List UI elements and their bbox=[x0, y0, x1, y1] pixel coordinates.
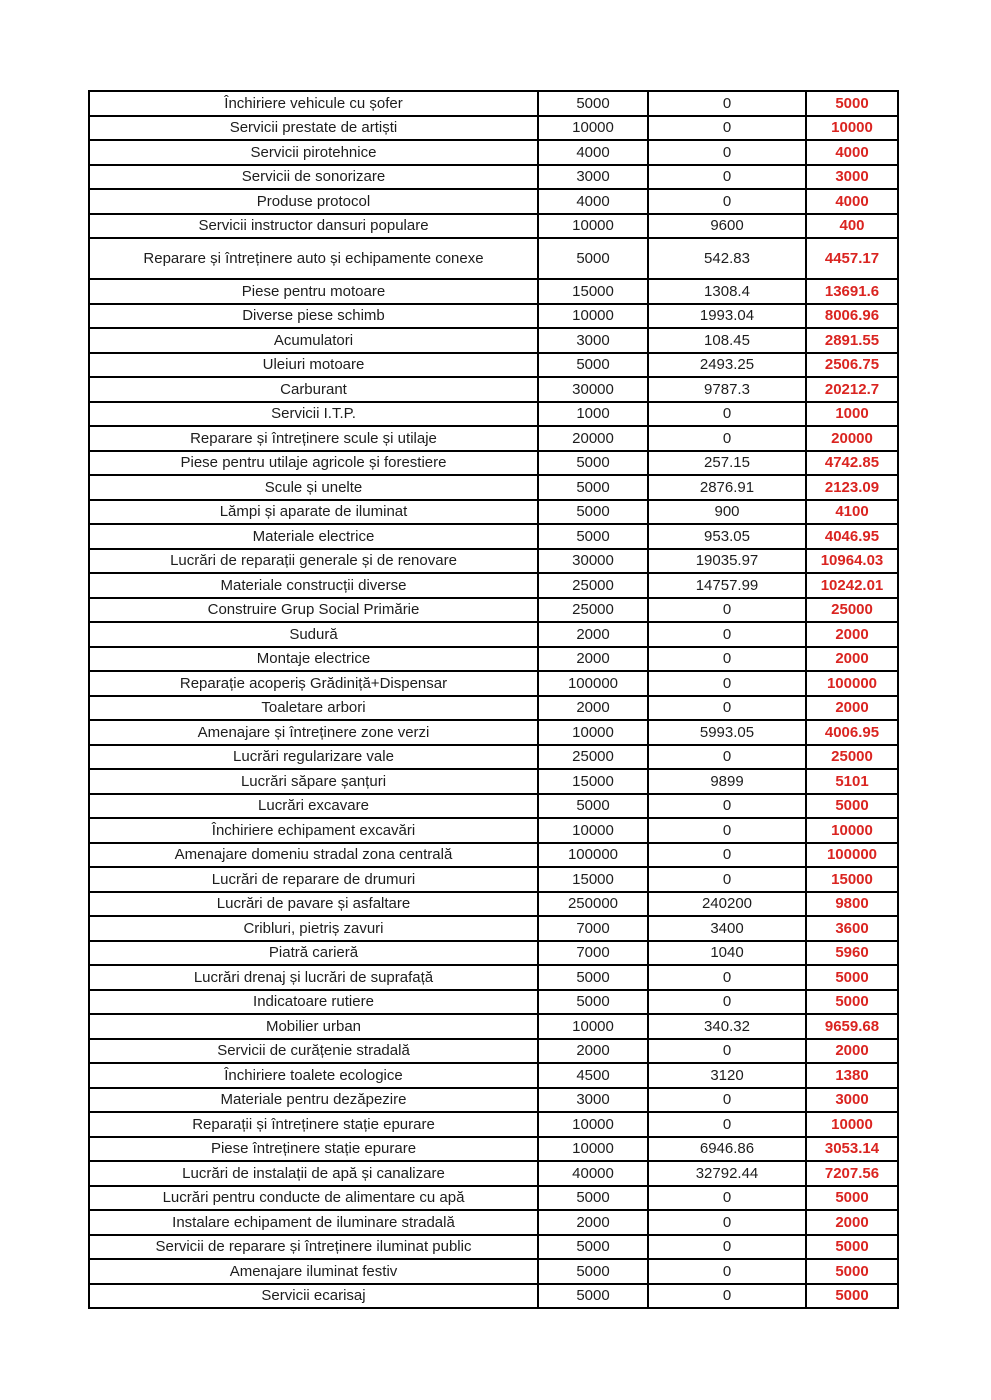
remaining-cell: 5000 bbox=[806, 1235, 898, 1260]
table-row bbox=[89, 745, 898, 770]
spent-cell: 1993.04 bbox=[648, 304, 806, 329]
spent-cell: 0 bbox=[648, 91, 806, 116]
table-row bbox=[89, 696, 898, 721]
item-name-cell: Lucrări excavare bbox=[89, 794, 538, 819]
spent-cell: 953.05 bbox=[648, 524, 806, 549]
remaining-cell: 15000 bbox=[806, 867, 898, 892]
item-name-cell: Carburant bbox=[89, 377, 538, 402]
remaining-cell: 10000 bbox=[806, 818, 898, 843]
remaining-cell: 5000 bbox=[806, 91, 898, 116]
remaining-cell: 4100 bbox=[806, 500, 898, 525]
allocated-cell: 5000 bbox=[538, 1235, 648, 1260]
allocated-cell: 5000 bbox=[538, 1284, 648, 1309]
remaining-cell: 4046.95 bbox=[806, 524, 898, 549]
item-name-cell: Lucrări drenaj și lucrări de suprafață bbox=[89, 965, 538, 990]
table-row bbox=[89, 671, 898, 696]
table-row bbox=[89, 1235, 898, 1260]
item-name-cell: Reparații și întreținere stație epurare bbox=[89, 1112, 538, 1137]
allocated-cell: 10000 bbox=[538, 214, 648, 239]
spent-cell: 0 bbox=[648, 745, 806, 770]
spent-cell: 0 bbox=[648, 1210, 806, 1235]
table-row bbox=[89, 1186, 898, 1211]
remaining-cell: 3600 bbox=[806, 916, 898, 941]
remaining-cell: 5000 bbox=[806, 794, 898, 819]
allocated-cell: 5000 bbox=[538, 524, 648, 549]
item-name-cell: Reparare și întreținere auto și echipamente conexe bbox=[89, 238, 538, 279]
allocated-cell: 10000 bbox=[538, 1014, 648, 1039]
spent-cell: 0 bbox=[648, 598, 806, 623]
item-name-cell: Servicii de reparare și întreținere iluminat public bbox=[89, 1235, 538, 1260]
spent-cell: 9787.3 bbox=[648, 377, 806, 402]
item-name-cell: Servicii pirotehnice bbox=[89, 140, 538, 165]
remaining-cell: 10242.01 bbox=[806, 573, 898, 598]
spent-cell: 0 bbox=[648, 965, 806, 990]
item-name-cell: Închiriere echipament excavări bbox=[89, 818, 538, 843]
remaining-cell: 8006.96 bbox=[806, 304, 898, 329]
item-name-cell: Servicii de curățenie stradală bbox=[89, 1039, 538, 1064]
remaining-cell: 5000 bbox=[806, 965, 898, 990]
remaining-cell: 9800 bbox=[806, 892, 898, 917]
spent-cell: 6946.86 bbox=[648, 1137, 806, 1162]
allocated-cell: 10000 bbox=[538, 818, 648, 843]
spent-cell: 5993.05 bbox=[648, 720, 806, 745]
spent-cell: 0 bbox=[648, 1186, 806, 1211]
remaining-cell: 10000 bbox=[806, 116, 898, 141]
allocated-cell: 5000 bbox=[538, 965, 648, 990]
remaining-cell: 5101 bbox=[806, 769, 898, 794]
allocated-cell: 4000 bbox=[538, 140, 648, 165]
table-row bbox=[89, 965, 898, 990]
allocated-cell: 3000 bbox=[538, 328, 648, 353]
table-row bbox=[89, 451, 898, 476]
spent-cell: 3400 bbox=[648, 916, 806, 941]
spent-cell: 0 bbox=[648, 696, 806, 721]
item-name-cell: Lucrări pentru conducte de alimentare cu apă bbox=[89, 1186, 538, 1211]
remaining-cell: 4000 bbox=[806, 189, 898, 214]
allocated-cell: 10000 bbox=[538, 116, 648, 141]
spent-cell: 240200 bbox=[648, 892, 806, 917]
table-row bbox=[89, 353, 898, 378]
item-name-cell: Lucrări de reparare de drumuri bbox=[89, 867, 538, 892]
remaining-cell: 25000 bbox=[806, 598, 898, 623]
remaining-cell: 2000 bbox=[806, 647, 898, 672]
item-name-cell: Închiriere toalete ecologice bbox=[89, 1063, 538, 1088]
spent-cell: 32792.44 bbox=[648, 1161, 806, 1186]
remaining-cell: 400 bbox=[806, 214, 898, 239]
spent-cell: 14757.99 bbox=[648, 573, 806, 598]
item-name-cell: Toaletare arbori bbox=[89, 696, 538, 721]
allocated-cell: 5000 bbox=[538, 238, 648, 279]
item-name-cell: Reparare și întreținere scule și utilaje bbox=[89, 426, 538, 451]
allocated-cell: 7000 bbox=[538, 916, 648, 941]
table-row bbox=[89, 500, 898, 525]
item-name-cell: Servicii de sonorizare bbox=[89, 165, 538, 190]
allocated-cell: 2000 bbox=[538, 696, 648, 721]
table-row bbox=[89, 1284, 898, 1309]
table-row bbox=[89, 794, 898, 819]
table-row bbox=[89, 1137, 898, 1162]
table-row bbox=[89, 402, 898, 427]
spent-cell: 0 bbox=[648, 622, 806, 647]
allocated-cell: 30000 bbox=[538, 377, 648, 402]
remaining-cell: 10964.03 bbox=[806, 549, 898, 574]
table-row bbox=[89, 1112, 898, 1137]
remaining-cell: 5000 bbox=[806, 1284, 898, 1309]
spent-cell: 2493.25 bbox=[648, 353, 806, 378]
item-name-cell: Piatră carieră bbox=[89, 941, 538, 966]
remaining-cell: 4000 bbox=[806, 140, 898, 165]
spent-cell: 0 bbox=[648, 1259, 806, 1284]
table-row bbox=[89, 1259, 898, 1284]
allocated-cell: 1000 bbox=[538, 402, 648, 427]
allocated-cell: 40000 bbox=[538, 1161, 648, 1186]
table-row bbox=[89, 116, 898, 141]
spent-cell: 2876.91 bbox=[648, 475, 806, 500]
spent-cell: 0 bbox=[648, 818, 806, 843]
allocated-cell: 25000 bbox=[538, 573, 648, 598]
table-row bbox=[89, 304, 898, 329]
remaining-cell: 4742.85 bbox=[806, 451, 898, 476]
allocated-cell: 2000 bbox=[538, 647, 648, 672]
item-name-cell: Amenajare domeniu stradal zona centrală bbox=[89, 843, 538, 868]
table-row bbox=[89, 598, 898, 623]
table-row bbox=[89, 524, 898, 549]
allocated-cell: 5000 bbox=[538, 353, 648, 378]
table-row bbox=[89, 720, 898, 745]
table-row bbox=[89, 818, 898, 843]
table-row bbox=[89, 279, 898, 304]
table-row bbox=[89, 377, 898, 402]
table-row bbox=[89, 1161, 898, 1186]
item-name-cell: Instalare echipament de iluminare stradală bbox=[89, 1210, 538, 1235]
remaining-cell: 20000 bbox=[806, 426, 898, 451]
item-name-cell: Amenajare iluminat festiv bbox=[89, 1259, 538, 1284]
remaining-cell: 2891.55 bbox=[806, 328, 898, 353]
item-name-cell: Acumulatori bbox=[89, 328, 538, 353]
table-row bbox=[89, 916, 898, 941]
item-name-cell: Uleiuri motoare bbox=[89, 353, 538, 378]
remaining-cell: 100000 bbox=[806, 671, 898, 696]
item-name-cell: Construire Grup Social Primărie bbox=[89, 598, 538, 623]
spent-cell: 0 bbox=[648, 843, 806, 868]
allocated-cell: 2000 bbox=[538, 1039, 648, 1064]
table-row bbox=[89, 647, 898, 672]
allocated-cell: 2000 bbox=[538, 1210, 648, 1235]
allocated-cell: 100000 bbox=[538, 671, 648, 696]
spent-cell: 340.32 bbox=[648, 1014, 806, 1039]
item-name-cell: Montaje electrice bbox=[89, 647, 538, 672]
item-name-cell: Diverse piese schimb bbox=[89, 304, 538, 329]
item-name-cell: Amenajare și întreținere zone verzi bbox=[89, 720, 538, 745]
remaining-cell: 5000 bbox=[806, 1186, 898, 1211]
spent-cell: 9600 bbox=[648, 214, 806, 239]
item-name-cell: Piese întreținere stație epurare bbox=[89, 1137, 538, 1162]
remaining-cell: 3053.14 bbox=[806, 1137, 898, 1162]
spent-cell: 108.45 bbox=[648, 328, 806, 353]
table-row bbox=[89, 549, 898, 574]
item-name-cell: Piese pentru motoare bbox=[89, 279, 538, 304]
allocated-cell: 5000 bbox=[538, 91, 648, 116]
item-name-cell: Indicatoare rutiere bbox=[89, 990, 538, 1015]
spent-cell: 0 bbox=[648, 794, 806, 819]
spent-cell: 0 bbox=[648, 1235, 806, 1260]
spent-cell: 542.83 bbox=[648, 238, 806, 279]
item-name-cell: Produse protocol bbox=[89, 189, 538, 214]
spent-cell: 257.15 bbox=[648, 451, 806, 476]
table-row bbox=[89, 892, 898, 917]
table-row bbox=[89, 165, 898, 190]
remaining-cell: 3000 bbox=[806, 1088, 898, 1113]
allocated-cell: 10000 bbox=[538, 720, 648, 745]
table-row bbox=[89, 1039, 898, 1064]
table-row bbox=[89, 990, 898, 1015]
allocated-cell: 5000 bbox=[538, 475, 648, 500]
allocated-cell: 2000 bbox=[538, 622, 648, 647]
item-name-cell: Lucrări de instalații de apă și canalizare bbox=[89, 1161, 538, 1186]
table-row bbox=[89, 843, 898, 868]
remaining-cell: 7207.56 bbox=[806, 1161, 898, 1186]
table-row bbox=[89, 1088, 898, 1113]
remaining-cell: 25000 bbox=[806, 745, 898, 770]
allocated-cell: 3000 bbox=[538, 1088, 648, 1113]
table-row bbox=[89, 867, 898, 892]
spent-cell: 19035.97 bbox=[648, 549, 806, 574]
remaining-cell: 3000 bbox=[806, 165, 898, 190]
table-row bbox=[89, 140, 898, 165]
allocated-cell: 10000 bbox=[538, 1137, 648, 1162]
allocated-cell: 25000 bbox=[538, 598, 648, 623]
item-name-cell: Lămpi și aparate de iluminat bbox=[89, 500, 538, 525]
remaining-cell: 5960 bbox=[806, 941, 898, 966]
remaining-cell: 9659.68 bbox=[806, 1014, 898, 1039]
remaining-cell: 2506.75 bbox=[806, 353, 898, 378]
remaining-cell: 13691.6 bbox=[806, 279, 898, 304]
spent-cell: 0 bbox=[648, 647, 806, 672]
table-row bbox=[89, 1210, 898, 1235]
remaining-cell: 1380 bbox=[806, 1063, 898, 1088]
remaining-cell: 20212.7 bbox=[806, 377, 898, 402]
remaining-cell: 4457.17 bbox=[806, 238, 898, 279]
table-row bbox=[89, 475, 898, 500]
spent-cell: 1040 bbox=[648, 941, 806, 966]
allocated-cell: 5000 bbox=[538, 990, 648, 1015]
allocated-cell: 7000 bbox=[538, 941, 648, 966]
remaining-cell: 1000 bbox=[806, 402, 898, 427]
allocated-cell: 4500 bbox=[538, 1063, 648, 1088]
table-row bbox=[89, 573, 898, 598]
item-name-cell: Materiale construcții diverse bbox=[89, 573, 538, 598]
remaining-cell: 2000 bbox=[806, 1210, 898, 1235]
table-row bbox=[89, 189, 898, 214]
spent-cell: 0 bbox=[648, 1112, 806, 1137]
allocated-cell: 250000 bbox=[538, 892, 648, 917]
spent-cell: 9899 bbox=[648, 769, 806, 794]
spent-cell: 0 bbox=[648, 1088, 806, 1113]
allocated-cell: 5000 bbox=[538, 1259, 648, 1284]
allocated-cell: 4000 bbox=[538, 189, 648, 214]
remaining-cell: 5000 bbox=[806, 990, 898, 1015]
allocated-cell: 5000 bbox=[538, 451, 648, 476]
spent-cell: 0 bbox=[648, 402, 806, 427]
allocated-cell: 20000 bbox=[538, 426, 648, 451]
table-row bbox=[89, 941, 898, 966]
spent-cell: 0 bbox=[648, 1284, 806, 1309]
remaining-cell: 10000 bbox=[806, 1112, 898, 1137]
allocated-cell: 10000 bbox=[538, 1112, 648, 1137]
table-row bbox=[89, 238, 898, 279]
table-row bbox=[89, 1063, 898, 1088]
allocated-cell: 5000 bbox=[538, 794, 648, 819]
spent-cell: 0 bbox=[648, 990, 806, 1015]
remaining-cell: 100000 bbox=[806, 843, 898, 868]
item-name-cell: Materiale electrice bbox=[89, 524, 538, 549]
item-name-cell: Servicii prestate de artiști bbox=[89, 116, 538, 141]
table-row bbox=[89, 214, 898, 239]
budget-table-body bbox=[89, 91, 898, 1308]
item-name-cell: Lucrări regularizare vale bbox=[89, 745, 538, 770]
allocated-cell: 5000 bbox=[538, 500, 648, 525]
item-name-cell: Servicii instructor dansuri populare bbox=[89, 214, 538, 239]
allocated-cell: 3000 bbox=[538, 165, 648, 190]
spent-cell: 1308.4 bbox=[648, 279, 806, 304]
item-name-cell: Lucrări de pavare și asfaltare bbox=[89, 892, 538, 917]
table-row bbox=[89, 328, 898, 353]
item-name-cell: Închiriere vehicule cu șofer bbox=[89, 91, 538, 116]
table-row bbox=[89, 769, 898, 794]
item-name-cell: Lucrări săpare șanțuri bbox=[89, 769, 538, 794]
allocated-cell: 15000 bbox=[538, 867, 648, 892]
budget-table bbox=[88, 90, 899, 1309]
item-name-cell: Sudură bbox=[89, 622, 538, 647]
remaining-cell: 2000 bbox=[806, 696, 898, 721]
allocated-cell: 15000 bbox=[538, 279, 648, 304]
table-row bbox=[89, 622, 898, 647]
spent-cell: 0 bbox=[648, 165, 806, 190]
item-name-cell: Servicii I.T.P. bbox=[89, 402, 538, 427]
item-name-cell: Mobilier urban bbox=[89, 1014, 538, 1039]
spent-cell: 0 bbox=[648, 426, 806, 451]
allocated-cell: 5000 bbox=[538, 1186, 648, 1211]
item-name-cell: Servicii ecarisaj bbox=[89, 1284, 538, 1309]
allocated-cell: 15000 bbox=[538, 769, 648, 794]
allocated-cell: 10000 bbox=[538, 304, 648, 329]
table-row bbox=[89, 426, 898, 451]
spent-cell: 0 bbox=[648, 140, 806, 165]
table-row bbox=[89, 91, 898, 116]
remaining-cell: 4006.95 bbox=[806, 720, 898, 745]
table-row bbox=[89, 1014, 898, 1039]
item-name-cell: Piese pentru utilaje agricole și forestiere bbox=[89, 451, 538, 476]
spent-cell: 900 bbox=[648, 500, 806, 525]
spent-cell: 0 bbox=[648, 671, 806, 696]
spent-cell: 3120 bbox=[648, 1063, 806, 1088]
remaining-cell: 2000 bbox=[806, 1039, 898, 1064]
item-name-cell: Scule și unelte bbox=[89, 475, 538, 500]
spent-cell: 0 bbox=[648, 1039, 806, 1064]
remaining-cell: 5000 bbox=[806, 1259, 898, 1284]
spent-cell: 0 bbox=[648, 116, 806, 141]
allocated-cell: 30000 bbox=[538, 549, 648, 574]
item-name-cell: Cribluri, pietriș zavuri bbox=[89, 916, 538, 941]
remaining-cell: 2123.09 bbox=[806, 475, 898, 500]
spent-cell: 0 bbox=[648, 867, 806, 892]
remaining-cell: 2000 bbox=[806, 622, 898, 647]
item-name-cell: Materiale pentru dezăpezire bbox=[89, 1088, 538, 1113]
allocated-cell: 25000 bbox=[538, 745, 648, 770]
item-name-cell: Lucrări de reparații generale și de renovare bbox=[89, 549, 538, 574]
allocated-cell: 100000 bbox=[538, 843, 648, 868]
spent-cell: 0 bbox=[648, 189, 806, 214]
item-name-cell: Reparație acoperiș Grădiniță+Dispensar bbox=[89, 671, 538, 696]
